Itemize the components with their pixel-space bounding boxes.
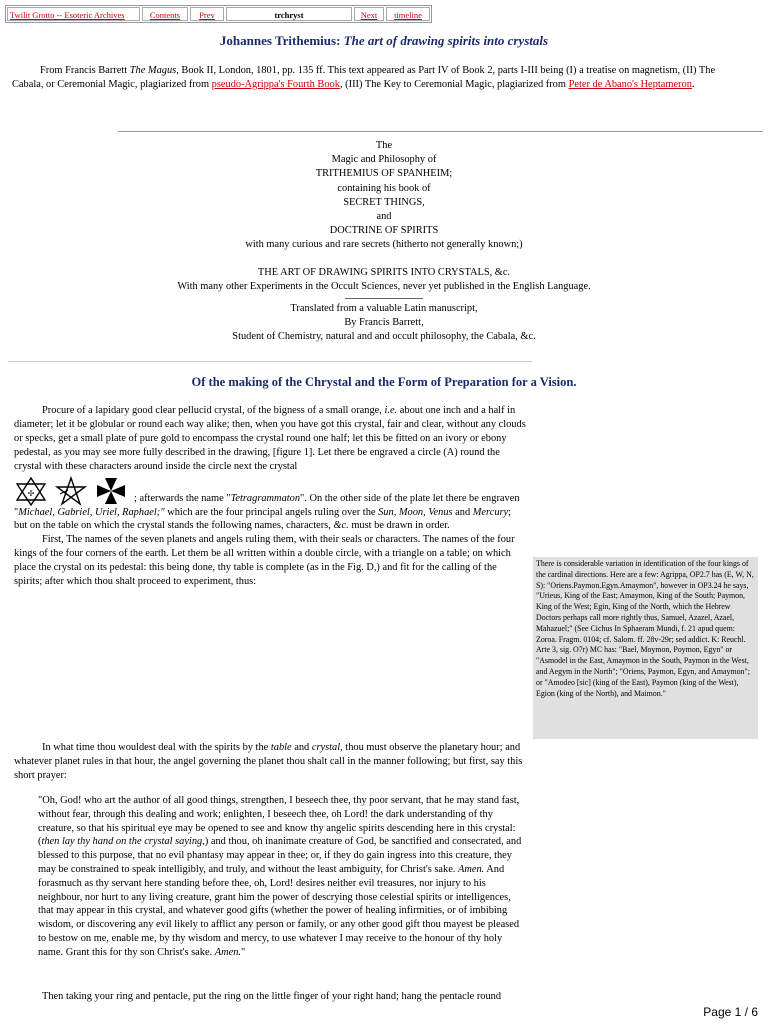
intro-text: , Book II, London, 1801, pp. 135 ff. This text appeared as Part IV of Book 2, parts I-III being (I) a treatise on magnetism, (II) The Cabala, or Ceremonial Magic, plagiarized from (12, 65, 716, 90)
paragraph: First, The names of the seven planets and angels ruling them, with their seals or characters. The names of the four kings of the four corners of the earth. Let them be all written within a double circle, with a triangle on a table; on which place the crystal on its pedestal: this being done, thy table is complete (as in the Fig. D,) and fit for the calling of the spirits; after which thou shalt proceed to experiment, thus: (14, 534, 515, 588)
intro-text: From Francis Barrett (40, 65, 130, 76)
divider (8, 361, 532, 362)
paragraph: Then taking your ring and pentacle, put the ring on the little finger of your right hand; hang the pentacle round (42, 991, 502, 1002)
text: In what time thou wouldest deal with the spirits by the (42, 742, 271, 753)
nav-cell-next (354, 7, 384, 21)
text-italic: i.e. (384, 405, 398, 416)
intro-book-title: The Magus (129, 65, 177, 76)
text-italic: Amen. (214, 946, 242, 958)
main-text-end (14, 990, 526, 1004)
page-number: Page 1 / 6 (703, 1005, 758, 1019)
intro-text: . (691, 78, 695, 90)
heptameron-link[interactable]: Peter de Abano's Heptameron (568, 78, 692, 90)
nav-timeline-link[interactable]: timeline (394, 10, 422, 20)
title-page-line: With many other Experiments in the Occult Sciences, never yet published in the English Language. (177, 280, 591, 292)
side-note: There is considerable variation in identification of the four kings of the cardinal directions. Here are a few: Agrippa, OP2.7 has (E, W, N, S): "Oriens.Paymon.Egyn.Amaymon", however in OP3.24 he says, "Urieus, King of the East; Amaymon, King of the South; Paymon, King of the West; Egin, King of the North, which the Hebrew Doctors perhaps call more rightly thus, Samuel, Azazel, Azael, Mahazuel;" (See Cichus In Sphaeram Mundi, f. 21 apud quem: Zoroa. Fragm. 0104; cf. Salom. ff. 28v-29r; sed addict. K: Reuchl. Arte 3, sig. O7r) MC has: "Bael, Moymon, Poymon, Egyn" or "Asmodel in the East, Amaymon in the South, Paymon in the West, and Aegym in the North"; "Oriens, Paymon, Egyn, and Amaymon"; or "Amodeo [sic] (king of the East), Paymon (king of the West), Egion (king of the North), and Maimon." (533, 557, 758, 739)
text: which are the four principal angels ruling over the (164, 506, 379, 518)
title-page-line: DOCTRINE OF SPIRITS (329, 225, 439, 237)
title-page-line: THE ART OF DRAWING SPIRITS INTO CRYSTALS, &c. (257, 266, 511, 278)
text: about one inch and a half in diameter; let it be globular or round each way alike; then, when you have got this crystal, fair and clear, without any clouds or specks, get a small plate of pure gold to encompass the crystal round one half; let this be fitted on an ivory or ebony pedestal, as you may see more fully described in the drawing, [figure 1]. Let there be engraved a circle (A) round the crystal with these characters around inside the circle next the crystal (14, 405, 526, 472)
text: " (241, 946, 246, 958)
title-page-line: Translated from a valuable Latin manuscript, (290, 303, 478, 315)
main-text (14, 404, 526, 589)
text-italic: table (270, 742, 292, 753)
small-divider (345, 298, 423, 299)
spacer (0, 253, 768, 266)
nav-current-page: trchryst (226, 7, 352, 21)
text: And forasmuch as thy servant here standing before thee, oh, Lord! desires neither evil treasures, nor injury to his neighbour, nor hurt to any living creature, grant him the power of descrying those celestial spirits or intelligences, that may appear in this crystal, and whatever good gifts (whether the power of healing infirmities, or of imbibing wisdom, or discovering any evil likely to afflict any person or family, or any other good gift thou mayest be pleased to bestow on me, enable me, by thy wisdom and mercy, to use whatever I may receive to the honour of thy holy name. Grant this for thy son Christ's sake. (38, 863, 520, 958)
text-italic: &c. (333, 520, 349, 532)
title-page-line: containing his book of (337, 182, 431, 194)
text: ; but on the table on which the crystal stands the following names, characters, (14, 506, 512, 532)
prayer-quote (38, 794, 524, 960)
page-title (0, 33, 768, 50)
text: ; afterwards the name " (134, 492, 231, 504)
text-italic: Sun, Moon, Venus (378, 506, 453, 518)
nav-next-link[interactable]: Next (360, 10, 378, 20)
divider (118, 131, 763, 132)
section-heading: Of the making of the Chrystal and the Form of Preparation for a Vision. (191, 375, 577, 389)
title-page-line: By Francis Barrett, (344, 317, 424, 329)
nav-cell-prev (190, 7, 224, 21)
text: "Oh, God! who art the author of all good things, strengthen, I beseech thee, thy poor servant, that he may stand fast, without fear, through this dealing and work; enlighten, I beseech thee, oh Lord! the dark understanding of thy creature, so that his spiritual eye may be opened to see and know thy angelic spirits descending here in this crystal: ( (38, 795, 520, 848)
hexagram-symbol-icon (14, 476, 48, 506)
intro-paragraph (12, 64, 747, 91)
text: ". On the other side of the plate let there be engraven " (14, 492, 520, 518)
title-work: The art of drawing spirits into crystals (343, 33, 549, 48)
title-page-line: TRITHEMIUS OF SPANHEIM; (315, 168, 453, 180)
title-page-line: Magic and Philosophy of (331, 154, 437, 166)
nav-cell-contents (142, 7, 188, 21)
title-page-line: SECRET THINGS, (343, 196, 425, 208)
text-italic: then lay thy hand on the crystal saying, (41, 836, 205, 848)
title-page-line: and (376, 211, 392, 223)
text: Procure of a lapidary good clear pellucid crystal, of the bigness of a small orange, (42, 405, 385, 416)
text: must be drawn in order. (348, 520, 450, 532)
nav-bar (5, 5, 432, 23)
pentagram-symbol-icon (54, 476, 88, 506)
nav-cell-home (7, 7, 140, 21)
fourth-book-link[interactable]: pseudo-Agrippa's Fourth Book (211, 78, 340, 90)
paragraph (14, 741, 526, 783)
text: ) and thou, oh inanimate creature of God, be sanctified and consecrated, and blessed to this purpose, that no evil phantasy may appear in thee; or, if they do gain ingress into this creature, they may be constrained to speak intelligibly, and truly, and without the least ambiguity, for Christ's sake. (38, 836, 522, 875)
text: thou must observe the planetary hour; and whatever planet rules in that hour, the angel governing the planet thou shalt call in the manner following; but first, say this short prayer: (14, 742, 523, 781)
title-page-line: The (375, 140, 393, 151)
text-italic: Michael, Gabriel, Uriel, Raphael;" (18, 506, 165, 518)
cross-patee-symbol-icon (94, 476, 128, 506)
paragraph (14, 476, 526, 534)
text-italic: Tetragrammaton (230, 492, 301, 504)
paragraph (14, 404, 526, 474)
nav-home-link[interactable]: Twilit Grotto -- Esoteric Archives (10, 10, 125, 20)
title-page-line: Student of Chemistry, natural and and occult philosophy, the Cabala, &c. (232, 331, 536, 343)
text: and (452, 506, 473, 518)
nav-contents-link[interactable]: Contents (149, 10, 181, 20)
svg-text:✢: ✢ (27, 488, 35, 498)
intro-text: , (III) The Key to Ceremonial Magic, plagiarized from (339, 78, 569, 90)
title-page-block (0, 139, 768, 345)
text-italic: Amen. (458, 863, 485, 875)
text: and (291, 742, 312, 753)
text-italic: crystal, (311, 742, 343, 753)
main-text-continued (14, 741, 526, 783)
title-author: Johannes Trithemius: (219, 33, 344, 48)
nav-cell-timeline (386, 7, 430, 21)
nav-prev-link[interactable]: Prev (199, 10, 215, 20)
title-page-line: with many curious and rare secrets (hitherto not generally known;) (245, 239, 523, 251)
text-italic: Mercury (472, 506, 509, 518)
